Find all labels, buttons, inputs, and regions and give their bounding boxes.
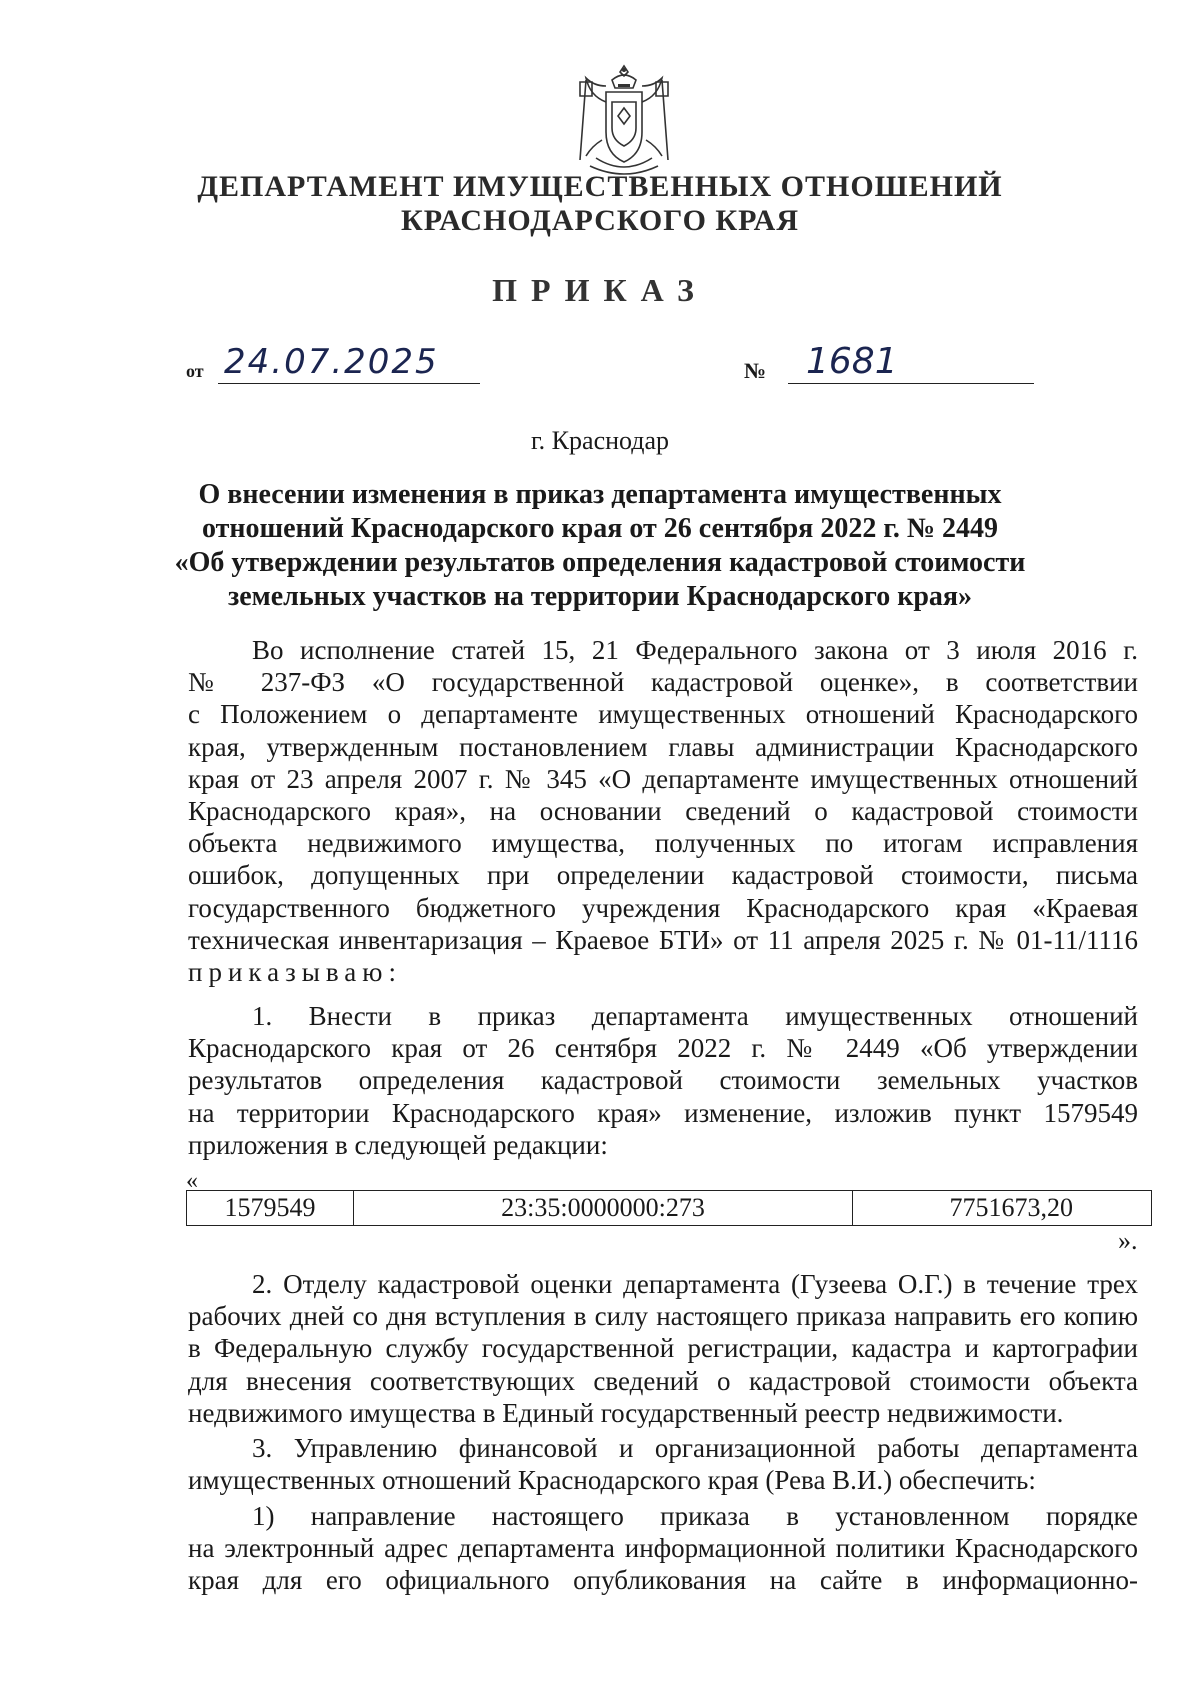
heading-line: «Об утверждении результатов определения кадастровой стоимости [174, 547, 1026, 578]
city-line: г. Краснодар [530, 426, 670, 455]
quote-open-mark: « [186, 1168, 198, 1194]
item-2-line: для внесения соответствующих сведений о кадастровой стоимости объекта [188, 1365, 1138, 1396]
item-3-1-line: края для его официального опубликования на сайте в информационно- [188, 1565, 1138, 1596]
preamble-line: Краснодарского края», на основании сведений о кадастровой стоимости [188, 796, 1138, 827]
item-1-line: Краснодарского края от 26 сентября 2022 г. № 2449 «Об утверждении [188, 1033, 1138, 1064]
item-3-line: 3. Управлению финансовой и организационной работы департамента [252, 1433, 1138, 1463]
heading-line: отношений Краснодарского края от 26 сентября 2022 г. № 2449 [201, 513, 999, 544]
heading-line: О внесении изменения в приказ департамента имущественных [198, 479, 1002, 510]
item-1-line: приложения в следующей редакции: [188, 1129, 608, 1160]
preamble-paragraph [188, 634, 1138, 988]
department-name-line1: ДЕПАРТАМЕНТ ИМУЩЕСТВЕННЫХ ОТНОШЕНИЙ [197, 170, 1003, 203]
date-handwritten: 24.07.2025 [218, 340, 480, 384]
preamble-line: техническая инвентаризация – Краевое БТИ» от 11 апреля 2025 г. № 01-11/1116 [188, 924, 1138, 955]
item-2-line: недвижимого имущества в Единый государственный реестр недвижимости. [188, 1397, 1064, 1428]
item-3-1-paragraph [188, 1500, 1138, 1597]
preamble-line: № 237-ФЗ «О государственной кадастровой оценке», в соответствии [188, 667, 1138, 698]
item-2-line: в Федеральную службу государственной регистрации, кадастра и картографии [188, 1333, 1138, 1364]
coat-of-arms-emblem [572, 62, 676, 182]
preamble-line: края от 23 апреля 2007 г. № 345 «О департаменте имущественных отношений [188, 763, 1138, 794]
item-2-line: рабочих дней со дня вступления в силу настоящего приказа направить его копию [188, 1301, 1138, 1332]
cadastral-table [186, 1190, 1152, 1226]
preamble-line: ошибок, допущенных при определении кадастровой стоимости, письма [188, 860, 1138, 891]
order-number-handwritten: 1681 [788, 340, 1034, 384]
orders-word: приказываю: [188, 957, 402, 988]
preamble-line: Во исполнение статей 15, 21 Федерального закона от 3 июля 2016 г. [252, 635, 1138, 665]
item-2-paragraph [188, 1268, 1138, 1429]
item-3-1-line: 1) направление настоящего приказа в установленном порядке [252, 1501, 1138, 1531]
quote-close-mark: ». [1118, 1226, 1138, 1255]
item-1-line: 1. Внести в приказ департамента имущественных отношений [252, 1001, 1138, 1031]
department-name-line2: КРАСНОДАРСКОГО КРАЯ [401, 204, 799, 237]
order-heading [170, 478, 1030, 614]
item-3-1-line: на электронный адрес департамента информационной политики Краснодарского [188, 1533, 1138, 1564]
preamble-line: государственного бюджетного учреждения Краснодарского края «Краевая [188, 892, 1138, 923]
item-2-line: 2. Отделу кадастровой оценки департамента (Гузеева О.Г.) в течение трех [252, 1269, 1138, 1299]
preamble-line: объекта недвижимого имущества, полученных по итогам исправления [188, 828, 1138, 859]
item-3-line: имущественных отношений Краснодарского края (Рева В.И.) обеспечить: [188, 1465, 1036, 1496]
preamble-line: края, утвержденным постановлением главы администрации Краснодарского [188, 731, 1138, 762]
item-1-line: результатов определения кадастровой стоимости земельных участков [188, 1065, 1138, 1096]
number-label: № [744, 358, 767, 383]
date-label: от [186, 361, 204, 381]
item-3-paragraph [188, 1432, 1138, 1496]
preamble-line: с Положением о департаменте имущественных отношений Краснодарского [188, 699, 1138, 730]
item-1-paragraph [188, 1000, 1138, 1161]
table-cell-cadastral-value: 7751673,20 [853, 1191, 1152, 1226]
table-cell-item-number: 1579549 [187, 1191, 354, 1226]
document-type-title: ПРИКАЗ [492, 272, 708, 308]
table-row [187, 1191, 1152, 1226]
heading-line: земельных участков на территории Краснодарского края» [227, 581, 973, 612]
table-cell-cadastral-number: 23:35:0000000:273 [354, 1191, 853, 1226]
item-1-line: на территории Краснодарского края» изменение, изложив пункт 1579549 [188, 1097, 1138, 1128]
